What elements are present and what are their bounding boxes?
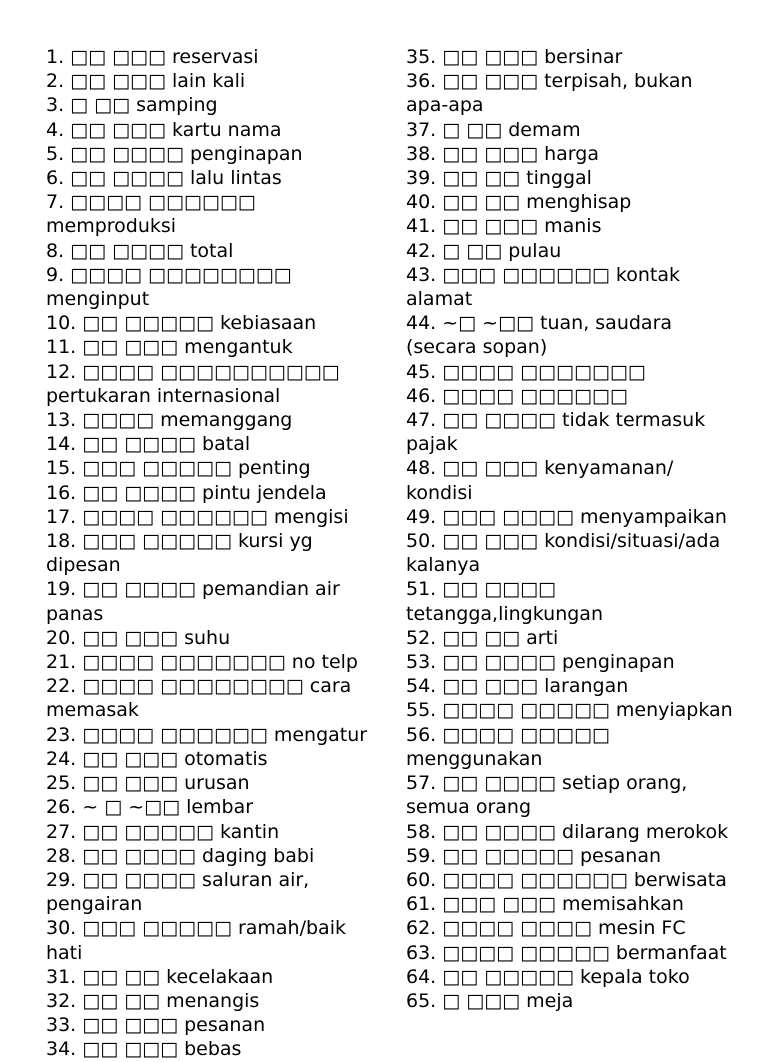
vocabulary-entry: 58. □□ □□□□ dilarang merokok xyxy=(406,820,729,843)
vocabulary-entry: 11. □□ □□□ mengantuk xyxy=(46,336,293,359)
vocabulary-entry: 65. □ □□□ meja xyxy=(406,989,574,1012)
vocabulary-entry: 57. □□ □□□□ setiap orang, semua orang xyxy=(406,772,688,819)
vocabulary-entry: 19. □□ □□□□ pemandian air panas xyxy=(46,578,340,625)
vocabulary-entry: 62. □□□□ □□□□ mesin FC xyxy=(406,917,686,940)
vocabulary-entry: 31. □□ □□ kecelakaan xyxy=(46,965,274,988)
vocabulary-entry: 30. □□□ □□□□□ ramah/baik hati xyxy=(46,917,346,964)
vocabulary-entry: 56. □□□□ □□□□□ menggunakan xyxy=(406,723,610,770)
vocabulary-entry: 17. □□□□ □□□□□□ mengisi xyxy=(46,505,349,528)
vocabulary-entry: 23. □□□□ □□□□□□ mengatur xyxy=(46,723,368,746)
vocabulary-entry: 12. □□□□ □□□□□□□□□□ pertukaran internasional xyxy=(46,360,340,407)
vocabulary-entry: 7. □□□□ □□□□□□ memproduksi xyxy=(46,191,256,238)
vocabulary-entry: 42. □ □□ pulau xyxy=(406,239,562,262)
vocabulary-entry: 48. □□ □□□ kenyamanan/ kondisi xyxy=(406,457,674,504)
vocabulary-entry: 47. □□ □□□□ tidak termasuk pajak xyxy=(406,409,706,456)
vocabulary-entry: 10. □□ □□□□□ kebiasaan xyxy=(46,312,317,335)
vocabulary-entry: 14. □□ □□□□ batal xyxy=(46,433,251,456)
vocabulary-entry: 27. □□ □□□□□ kantin xyxy=(46,820,280,843)
vocabulary-entry: 35. □□ □□□ bersinar xyxy=(406,46,623,68)
vocabulary-entry: 60. □□□□ □□□□□□ berwisata xyxy=(406,868,727,891)
vocabulary-entry: 59. □□ □□□□□ pesanan xyxy=(406,844,662,867)
vocabulary-entry: 21. □□□□ □□□□□□□ no telp xyxy=(46,651,358,674)
vocabulary-entry: 22. □□□□ □□□□□□□□ cara memasak xyxy=(46,675,352,722)
vocabulary-entry: 51. □□ □□□□ tetangga,lingkungan xyxy=(406,578,603,625)
vocabulary-entry: 54. □□ □□□ larangan xyxy=(406,675,629,698)
vocabulary-entry: 15. □□□ □□□□□ penting xyxy=(46,457,311,480)
vocabulary-entry: 39. □□ □□ tinggal xyxy=(406,167,592,190)
vocabulary-entry: 16. □□ □□□□ pintu jendela xyxy=(46,481,327,504)
vocabulary-entry: 46. □□□□ □□□□□□ xyxy=(406,384,628,407)
vocabulary-entry: 40. □□ □□ menghisap xyxy=(406,191,632,214)
vocabulary-entry: 9. □□□□ □□□□□□□□ menginput xyxy=(46,263,292,311)
vocabulary-entry: 50. □□ □□□ kondisi/situasi/ada kalanya xyxy=(406,530,721,577)
vocabulary-column-left xyxy=(46,45,381,1062)
vocabulary-column-right xyxy=(406,45,736,1013)
vocabulary-entry: 41. □□ □□□ manis xyxy=(406,215,602,238)
vocabulary-entry: 45. □□□□ □□□□□□□ xyxy=(406,360,646,383)
vocabulary-entry: 2. □□ □□□ lain kali xyxy=(46,70,246,93)
vocabulary-entry: 38. □□ □□□ harga xyxy=(406,142,599,165)
vocabulary-entry: 63. □□□□ □□□□□ bermanfaat xyxy=(406,941,727,964)
vocabulary-entry: 61. □□□ □□□ memisahkan xyxy=(406,893,684,916)
vocabulary-entry: 64. □□ □□□□□ kepala toko xyxy=(406,965,690,988)
vocabulary-entry: 36. □□ □□□ terpisah, bukan apa-apa xyxy=(406,70,693,117)
vocabulary-entry: 5. □□ □□□□ penginapan xyxy=(46,142,303,165)
vocabulary-entry: 37. □ □□ demam xyxy=(406,118,581,141)
vocabulary-entry: 55. □□□□ □□□□□ menyiapkan xyxy=(406,699,733,722)
vocabulary-entry: 53. □□ □□□□ penginapan xyxy=(406,651,675,674)
vocabulary-entry: 49. □□□ □□□□ menyampaikan xyxy=(406,505,727,528)
vocabulary-entry: 3. □ □□ samping xyxy=(46,94,218,117)
vocabulary-entry: 1. □□ □□□ reservasi xyxy=(46,46,259,68)
vocabulary-entry: 6. □□ □□□□ lalu lintas xyxy=(46,167,282,190)
vocabulary-entry: 4. □□ □□□ kartu nama xyxy=(46,118,282,141)
vocabulary-entry: 52. □□ □□ arti xyxy=(406,626,559,649)
vocabulary-entry: 13. □□□□ memanggang xyxy=(46,409,293,432)
vocabulary-entry: 18. □□□ □□□□□ kursi yg dipesan xyxy=(46,530,313,577)
vocabulary-entry: 24. □□ □□□ otomatis xyxy=(46,747,268,770)
vocabulary-entry: 20. □□ □□□ suhu xyxy=(46,626,231,649)
vocabulary-entry: 44. ~□ ~□□ tuan, saudara (secara sopan) xyxy=(406,312,673,359)
vocabulary-entry: 34. □□ □□□ bebas xyxy=(46,1038,242,1061)
vocabulary-entry: 25. □□ □□□ urusan xyxy=(46,772,250,795)
vocabulary-entry: 33. □□ □□□ pesanan xyxy=(46,1014,266,1037)
vocabulary-entry: 28. □□ □□□□ daging babi xyxy=(46,844,315,867)
vocabulary-entry: 32. □□ □□ menangis xyxy=(46,989,260,1012)
vocabulary-entry: 26. ~ □ ~□□ lembar xyxy=(46,796,254,819)
vocabulary-entry: 29. □□ □□□□ saluran air, pengairan xyxy=(46,868,310,916)
vocabulary-entry: 43. □□□ □□□□□□ kontak alamat xyxy=(406,263,680,311)
vocabulary-entry: 8. □□ □□□□ total xyxy=(46,239,234,262)
